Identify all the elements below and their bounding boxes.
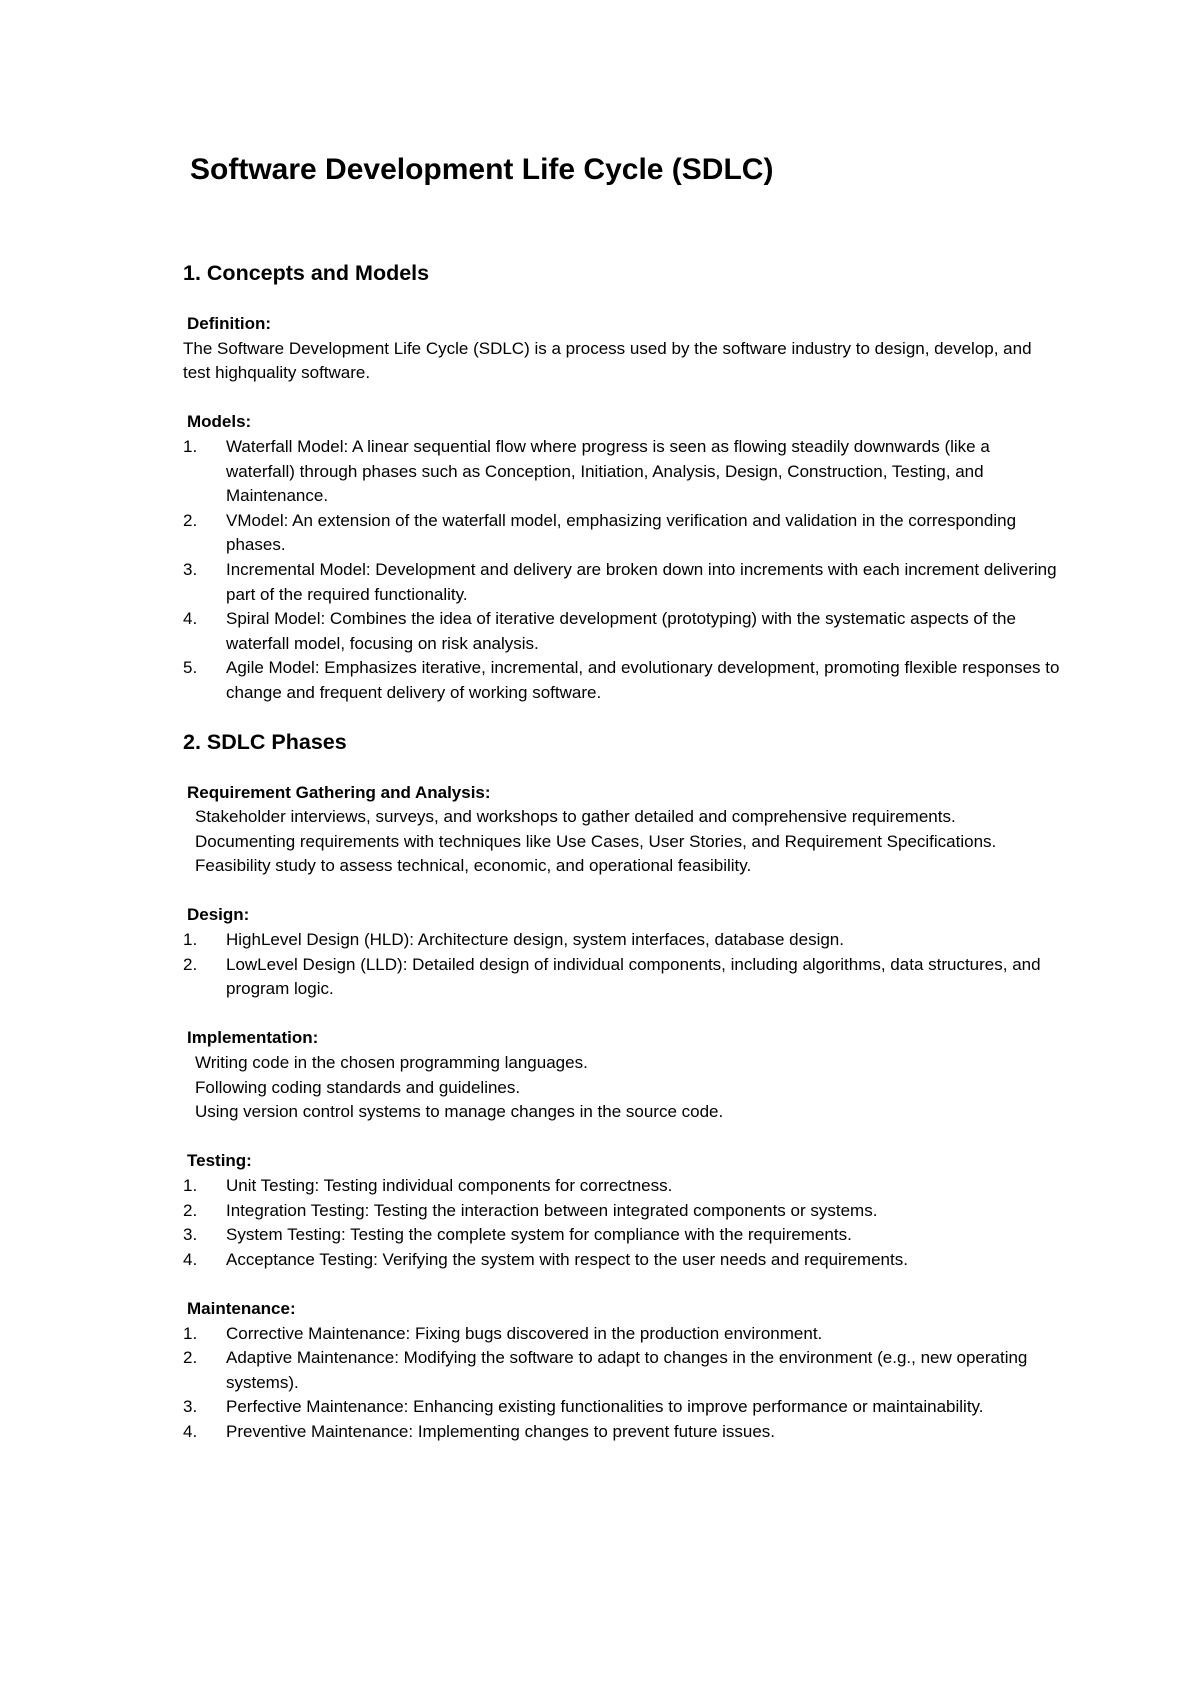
list-item: 5. Agile Model: Emphasizes iterative, incremental, and evolutionary development, promoting flexible responses to change and frequent delivery of working software. xyxy=(183,658,1060,702)
list-item: 3. Incremental Model: Development and delivery are broken down into increments with each increment delivering part of the required functionality. xyxy=(183,559,1057,604)
testing-list xyxy=(183,1174,1063,1272)
list-item: 1. HighLevel Design (HLD): Architecture design, system interfaces, database design. xyxy=(183,930,844,950)
list-item: 4. Preventive Maintenance: Implementing changes to prevent future issues. xyxy=(183,1421,776,1441)
list-item: 4. Spiral Model: Combines the idea of iterative development (prototyping) with the systematic aspects of the waterfall model, focusing on risk analysis. xyxy=(183,609,1016,653)
document-body xyxy=(183,258,1063,1445)
list-item: 3. System Testing: Testing the complete system for compliance with the requirements. xyxy=(183,1225,852,1245)
list-item: 2. Integration Testing: Testing the interaction between integrated components or systems. xyxy=(183,1200,878,1220)
definition-text: The Software Development Life Cycle (SDLC) is a process used by the software industry to design, develop, and test highquality software. xyxy=(183,338,1032,383)
list-item: Feasibility study to assess technical, economic, and operational feasibility. xyxy=(195,856,752,876)
list-item: 1. Corrective Maintenance: Fixing bugs discovered in the production environment. xyxy=(183,1323,823,1343)
implementation-list xyxy=(183,1051,1063,1125)
maintenance-label: Maintenance: xyxy=(187,1298,296,1318)
list-item: Stakeholder interviews, surveys, and workshops to gather detailed and comprehensive requirements. xyxy=(195,807,956,827)
section-heading-concepts: 1. Concepts and Models xyxy=(183,261,430,285)
maintenance-list xyxy=(183,1322,1063,1445)
models-list xyxy=(183,435,1063,706)
document-title: Software Development Life Cycle (SDLC) xyxy=(190,153,774,186)
design-label: Design: xyxy=(187,905,250,925)
list-item: 2. LowLevel Design (LLD): Detailed design of individual components, including algorithms, data structures, and program logic. xyxy=(183,954,1041,999)
section-heading-phases: 2. SDLC Phases xyxy=(183,729,347,754)
testing-label: Testing: xyxy=(187,1151,252,1171)
implementation-label: Implementation: xyxy=(187,1028,319,1048)
list-item: 2. Adaptive Maintenance: Modifying the software to adapt to changes in the environment (e.g., new operating systems). xyxy=(183,1348,1028,1392)
list-item: 1. Waterfall Model: A linear sequential flow where progress is seen as flowing steadily downwards (like a waterfall) through phases such as Conception, Initiation, Analysis, Design, Construction, Testing, and Maintenance. xyxy=(183,436,990,506)
list-item: Following coding standards and guidelines. xyxy=(195,1077,521,1097)
list-item: 4. Acceptance Testing: Verifying the system with respect to the user needs and requirements. xyxy=(183,1249,908,1269)
requirements-label: Requirement Gathering and Analysis: xyxy=(187,782,491,802)
definition-label: Definition: xyxy=(187,314,272,333)
design-list xyxy=(183,928,1063,1002)
list-item: 2. VModel: An extension of the waterfall model, emphasizing verification and validation in the corresponding phases. xyxy=(183,510,1017,555)
list-item: Writing code in the chosen programming languages. xyxy=(195,1053,588,1073)
models-label: Models: xyxy=(187,412,252,432)
list-item: Documenting requirements with techniques like Use Cases, User Stories, and Requirement Specifications. xyxy=(195,831,997,851)
list-item: 3. Perfective Maintenance: Enhancing existing functionalities to improve performance or maintainability. xyxy=(183,1397,984,1417)
list-item: 1. Unit Testing: Testing individual components for correctness. xyxy=(183,1176,673,1195)
list-item: Using version control systems to manage changes in the source code. xyxy=(195,1102,724,1122)
requirements-list xyxy=(183,805,1063,879)
